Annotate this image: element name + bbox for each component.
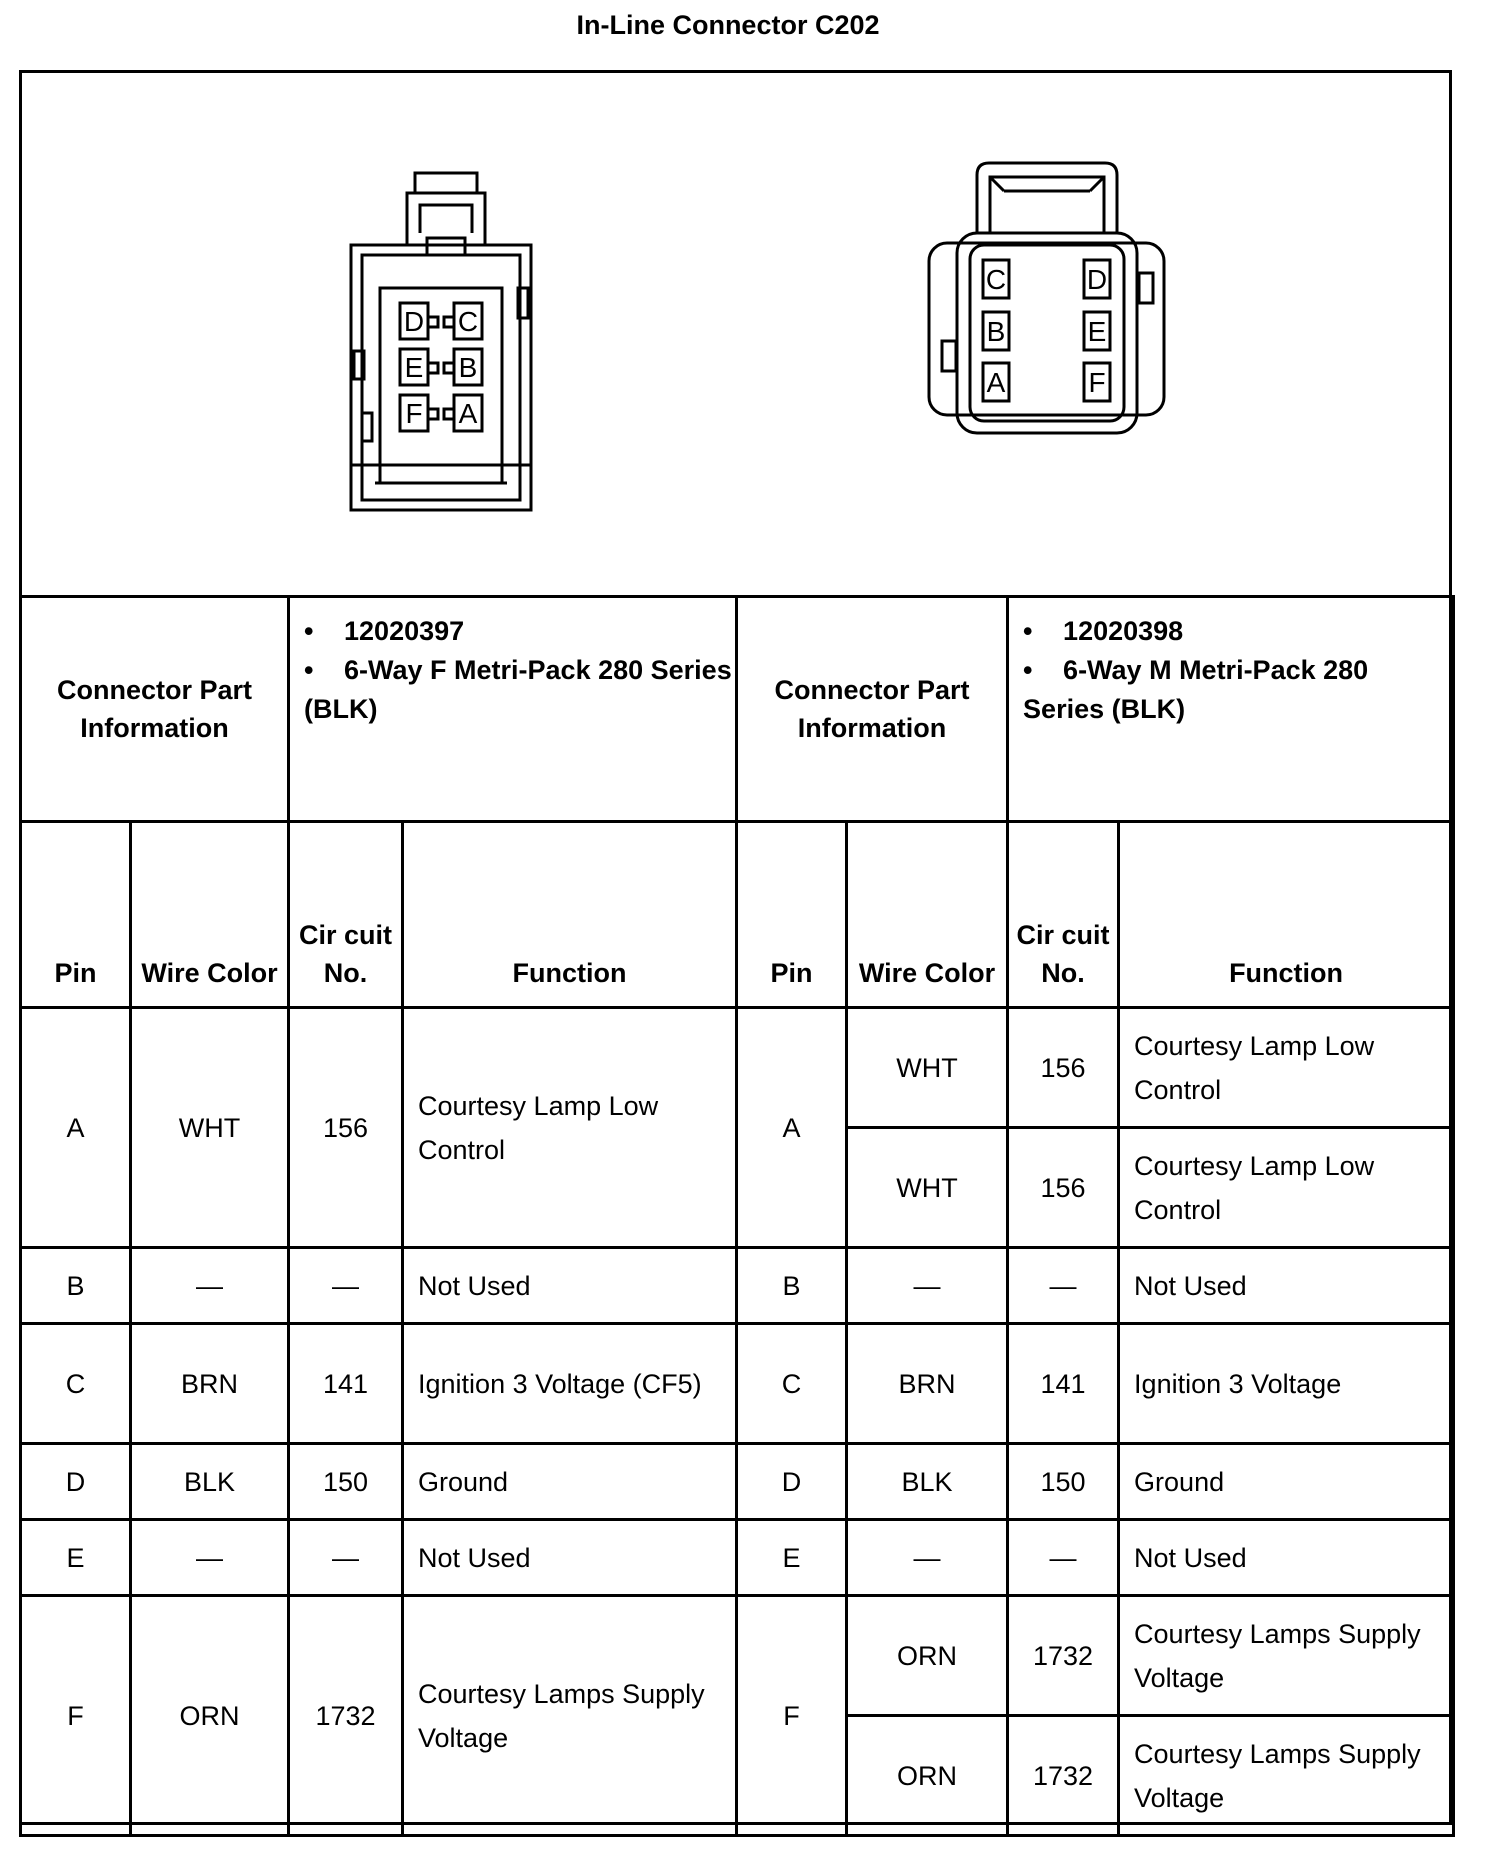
wire-color-cell: ORN <box>131 1596 289 1836</box>
wire-color-cell: ORN <box>847 1596 1008 1716</box>
header-row <box>21 822 1454 1008</box>
wire-color-cell: BRN <box>131 1324 289 1444</box>
table-row <box>21 1324 1454 1444</box>
pin-cell: F <box>21 1596 131 1836</box>
circuit-cell: — <box>1008 1520 1119 1596</box>
wire-color-cell: — <box>847 1248 1008 1324</box>
circuit-cell: 141 <box>1008 1324 1119 1444</box>
part-info-label-right: Connector Part Information <box>737 597 1008 822</box>
circuit-cell: 156 <box>1008 1008 1119 1128</box>
wire-color-cell: ORN <box>847 1716 1008 1836</box>
part-number-left: • 12020397 <box>304 616 465 646</box>
female-connector-drawing <box>351 173 531 510</box>
connector-frame <box>19 70 1452 1825</box>
circuit-cell: 1732 <box>289 1596 403 1836</box>
wire-color-cell: WHT <box>131 1008 289 1248</box>
circuit-cell: 1732 <box>1008 1716 1119 1836</box>
function-cell: Not Used <box>1119 1248 1454 1324</box>
header-circuit-no: Cir cuit No. <box>289 822 403 1008</box>
circuit-cell: — <box>289 1248 403 1324</box>
function-cell: Courtesy Lamps Supply Voltage <box>1119 1596 1454 1716</box>
male-pin-label: E <box>1087 316 1107 347</box>
female-pin-label: B <box>458 352 478 383</box>
circuit-cell: — <box>289 1520 403 1596</box>
wire-color-cell: WHT <box>847 1008 1008 1128</box>
wire-color-cell: — <box>131 1248 289 1324</box>
function-cell: Ground <box>1119 1444 1454 1520</box>
function-cell: Not Used <box>1119 1520 1454 1596</box>
table-row <box>21 1008 1454 1128</box>
connector-drawings <box>22 73 1449 595</box>
table-row <box>21 1520 1454 1596</box>
function-cell: Courtesy Lamps Supply Voltage <box>1119 1716 1454 1836</box>
pin-cell: D <box>737 1444 847 1520</box>
circuit-cell: 156 <box>289 1008 403 1248</box>
male-pin-label: C <box>985 264 1007 295</box>
circuit-cell: 156 <box>1008 1128 1119 1248</box>
circuit-cell: 1732 <box>1008 1596 1119 1716</box>
part-description-left: • 6-Way F Metri-Pack 280 Series (BLK) <box>304 655 732 724</box>
part-number-right: • 12020398 <box>1023 616 1184 646</box>
function-cell: Not Used <box>403 1520 737 1596</box>
female-pin-label: E <box>404 352 424 383</box>
male-pin-label: B <box>986 316 1006 347</box>
part-info-row <box>21 597 1454 822</box>
pin-cell: A <box>737 1008 847 1248</box>
pin-cell: C <box>21 1324 131 1444</box>
female-pin-label: D <box>403 306 425 337</box>
wire-color-cell: — <box>847 1520 1008 1596</box>
connector-diagrams <box>22 73 1449 598</box>
pin-cell: A <box>21 1008 131 1248</box>
wire-color-cell: BRN <box>847 1324 1008 1444</box>
circuit-cell: — <box>1008 1248 1119 1324</box>
part-info-label-left: Connector Part Information <box>21 597 289 822</box>
header-wire-color: Wire Color <box>847 822 1008 1008</box>
table-row <box>21 1444 1454 1520</box>
part-description-right: • 6-Way M Metri-Pack 280 Series (BLK) <box>1023 655 1369 724</box>
part-info-right <box>1008 597 1454 822</box>
male-connector-drawing <box>929 163 1164 433</box>
function-cell: Ignition 3 Voltage <box>1119 1324 1454 1444</box>
male-pin-label: F <box>1088 367 1106 398</box>
function-cell: Ignition 3 Voltage (CF5) <box>403 1324 737 1444</box>
pin-cell: E <box>21 1520 131 1596</box>
female-pin-label: A <box>458 398 478 429</box>
circuit-cell: 150 <box>289 1444 403 1520</box>
part-info-left <box>289 597 737 822</box>
wire-color-cell: — <box>131 1520 289 1596</box>
wire-color-cell: WHT <box>847 1128 1008 1248</box>
function-cell: Courtesy Lamp Low Control <box>1119 1128 1454 1248</box>
female-pin-label: C <box>457 306 479 337</box>
wire-color-cell: BLK <box>847 1444 1008 1520</box>
header-wire-color: Wire Color <box>131 822 289 1008</box>
function-cell: Courtesy Lamp Low Control <box>403 1008 737 1248</box>
pin-cell: B <box>21 1248 131 1324</box>
header-pin: Pin <box>21 822 131 1008</box>
header-function: Function <box>1119 822 1454 1008</box>
wire-color-cell: BLK <box>131 1444 289 1520</box>
male-pin-label: D <box>1086 264 1108 295</box>
pinout-table <box>19 595 1455 1837</box>
page-title: In-Line Connector C202 <box>576 10 880 40</box>
female-pin-label: F <box>405 398 423 429</box>
header-circuit-no: Cir cuit No. <box>1008 822 1119 1008</box>
function-cell: Ground <box>403 1444 737 1520</box>
function-cell: Courtesy Lamps Supply Voltage <box>403 1596 737 1836</box>
header-pin: Pin <box>737 822 847 1008</box>
circuit-cell: 141 <box>289 1324 403 1444</box>
pin-cell: E <box>737 1520 847 1596</box>
function-cell: Not Used <box>403 1248 737 1324</box>
circuit-cell: 150 <box>1008 1444 1119 1520</box>
pin-cell: B <box>737 1248 847 1324</box>
table-row <box>21 1248 1454 1324</box>
pin-cell: D <box>21 1444 131 1520</box>
pin-cell: C <box>737 1324 847 1444</box>
table-row <box>21 1596 1454 1716</box>
header-function: Function <box>403 822 737 1008</box>
pin-cell: F <box>737 1596 847 1836</box>
function-cell: Courtesy Lamp Low Control <box>1119 1008 1454 1128</box>
male-pin-label: A <box>986 367 1006 398</box>
